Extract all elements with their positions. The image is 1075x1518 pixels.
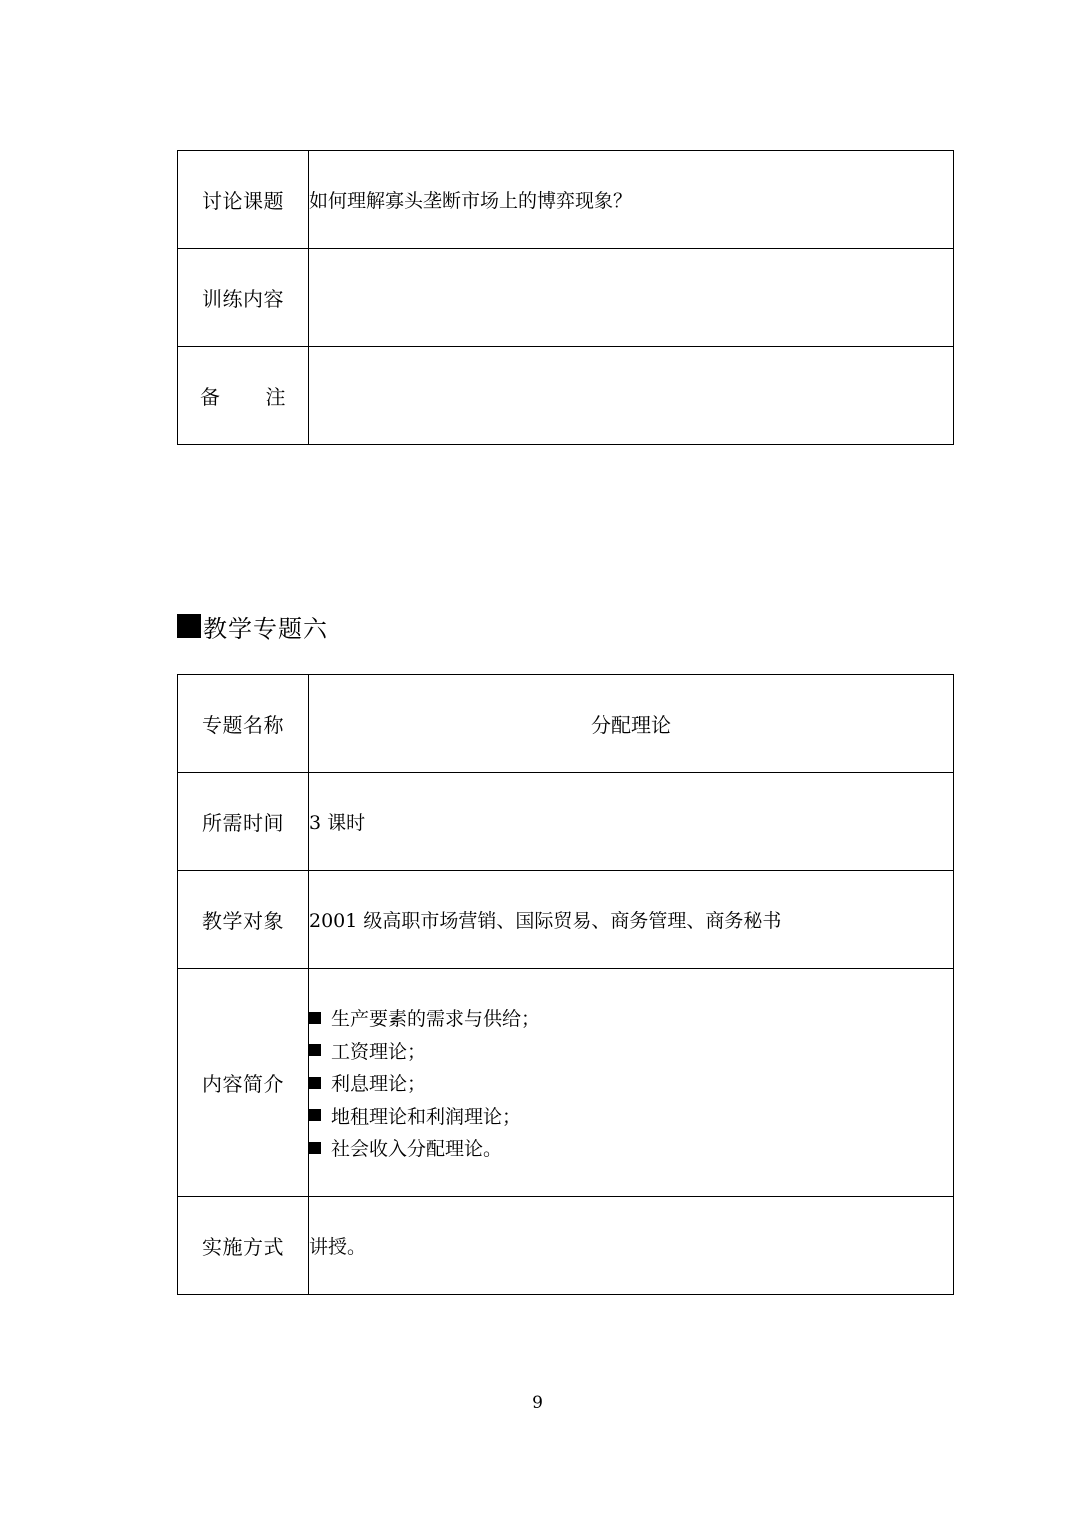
table-row bbox=[178, 249, 954, 347]
discussion-topic-value: 如何理解寡头垄断市场上的博弈现象？ bbox=[309, 151, 954, 249]
discussion-table bbox=[177, 150, 954, 445]
section-heading bbox=[177, 608, 328, 644]
black-square-icon bbox=[177, 614, 201, 638]
square-bullet-icon bbox=[309, 1142, 321, 1154]
square-bullet-icon bbox=[309, 1012, 321, 1024]
list-item-text: 工资理论； bbox=[331, 1040, 427, 1063]
page-number: 9 bbox=[532, 1393, 543, 1413]
training-content-value bbox=[309, 249, 954, 347]
summary-list bbox=[309, 1001, 953, 1164]
discussion-topic-label: 讨论课题 bbox=[178, 151, 309, 249]
list-item bbox=[309, 1034, 953, 1067]
table-row bbox=[178, 675, 954, 773]
method-value: 讲授。 bbox=[309, 1197, 954, 1295]
list-item-text: 社会收入分配理论。 bbox=[331, 1138, 503, 1160]
table-row bbox=[178, 347, 954, 445]
table-row bbox=[178, 871, 954, 969]
remarks-value bbox=[309, 347, 954, 445]
topic-name-value: 分配理论 bbox=[309, 675, 954, 773]
table-row bbox=[178, 1197, 954, 1295]
training-content-label: 训练内容 bbox=[178, 249, 309, 347]
remarks-label: 备 注 bbox=[178, 347, 309, 445]
audience-value: 2001 级高职市场营销、国际贸易、商务管理、商务秘书 bbox=[309, 871, 954, 969]
list-item bbox=[309, 1099, 953, 1132]
square-bullet-icon bbox=[309, 1044, 321, 1056]
summary-value bbox=[309, 969, 954, 1197]
topic-name-label: 专题名称 bbox=[178, 675, 309, 773]
list-item bbox=[309, 1001, 953, 1034]
list-item bbox=[309, 1066, 953, 1099]
table-row bbox=[178, 151, 954, 249]
section-heading-text: 教学专题六 bbox=[203, 614, 328, 643]
time-needed-value: 3 课时 bbox=[309, 773, 954, 871]
summary-label: 内容简介 bbox=[178, 969, 309, 1197]
method-label: 实施方式 bbox=[178, 1197, 309, 1295]
list-item-text: 地租理论和利润理论； bbox=[331, 1105, 522, 1128]
list-item-text: 利息理论； bbox=[331, 1073, 427, 1095]
list-item bbox=[309, 1131, 953, 1164]
topic-table bbox=[177, 674, 954, 1295]
audience-label: 教学对象 bbox=[178, 871, 309, 969]
time-needed-label: 所需时间 bbox=[178, 773, 309, 871]
square-bullet-icon bbox=[309, 1077, 321, 1089]
square-bullet-icon bbox=[309, 1109, 321, 1121]
table-row bbox=[178, 773, 954, 871]
table-row bbox=[178, 969, 954, 1197]
list-item-text: 生产要素的需求与供给； bbox=[331, 1008, 541, 1030]
